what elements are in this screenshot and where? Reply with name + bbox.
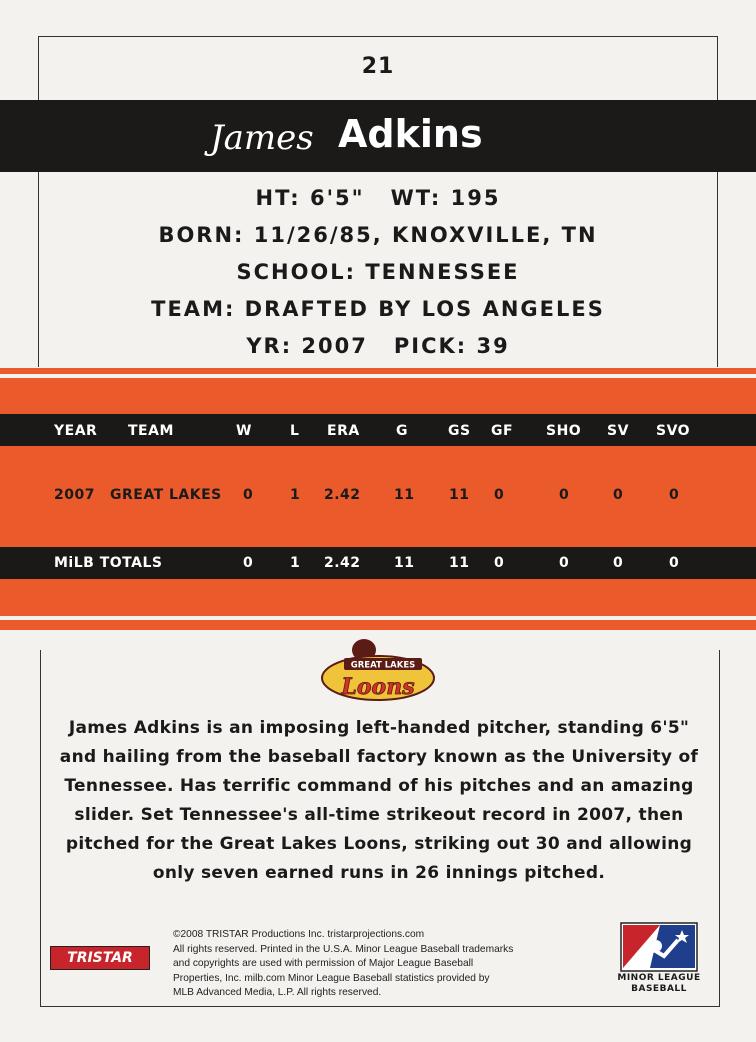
row-year: 2007 bbox=[54, 487, 95, 503]
row-l: 1 bbox=[290, 487, 301, 503]
copyright-line: Properties, Inc. milb.com Minor League Baseball statistics provided by bbox=[173, 972, 490, 984]
bio-team: TEAM: DRAFTED BY LOS ANGELES bbox=[151, 297, 605, 321]
bio-year: YR: 2007 bbox=[246, 334, 368, 358]
bio-weight: WT: 195 bbox=[390, 186, 501, 210]
player-first-name: James bbox=[210, 118, 314, 158]
player-last-name: Adkins bbox=[338, 112, 483, 156]
header-gs: GS bbox=[448, 423, 471, 439]
totals-gf: 0 bbox=[494, 555, 505, 571]
totals-w: 0 bbox=[243, 555, 254, 571]
logo-line2: Loons bbox=[341, 674, 415, 700]
row-gs: 11 bbox=[449, 487, 470, 503]
header-year: YEAR bbox=[54, 423, 98, 439]
stripe-bottom bbox=[0, 616, 756, 620]
header-sho: SHO bbox=[546, 423, 582, 439]
card-number: 21 bbox=[361, 54, 395, 79]
header-team: TEAM bbox=[128, 423, 174, 439]
tristar-logo bbox=[50, 946, 150, 970]
totals-sv: 0 bbox=[613, 555, 624, 571]
bio-pick: PICK: 39 bbox=[393, 334, 510, 358]
header-sv: SV bbox=[607, 423, 629, 439]
row-w: 0 bbox=[243, 487, 254, 503]
blurb-line: and hailing from the baseball factory known as the University of bbox=[59, 747, 699, 767]
player-blurb bbox=[55, 714, 703, 888]
copyright-line: All rights reserved. Printed in the U.S.A. Minor League Baseball trademarks bbox=[173, 943, 514, 955]
blurb-line: pitched for the Great Lakes Loons, striking out 30 and allowing bbox=[65, 834, 693, 854]
milb-text-line2: BASEBALL bbox=[631, 984, 687, 994]
header-l: L bbox=[290, 423, 300, 439]
row-sv: 0 bbox=[613, 487, 624, 503]
totals-gs: 11 bbox=[449, 555, 470, 571]
stripe-top bbox=[0, 374, 756, 378]
bio-height-weight bbox=[0, 186, 756, 210]
blurb-line: slider. Set Tennessee's all-time strikeout record in 2007, then bbox=[74, 805, 684, 825]
header-svo: SVO bbox=[656, 423, 691, 439]
totals-sho: 0 bbox=[559, 555, 570, 571]
blurb-line: Tennessee. Has terrific command of his pitches and an amazing bbox=[64, 776, 694, 796]
row-sho: 0 bbox=[559, 487, 570, 503]
row-g: 11 bbox=[394, 487, 415, 503]
copyright-line: and copyrights are used with permission of Major League Baseball bbox=[173, 958, 474, 969]
blurb-line: only seven earned runs in 26 innings pitched. bbox=[152, 863, 606, 883]
bio-height: HT: 6'5" bbox=[255, 186, 365, 210]
bio-school: SCHOOL: TENNESSEE bbox=[236, 260, 520, 284]
row-team: GREAT LAKES bbox=[110, 487, 222, 503]
blurb-line: James Adkins is an imposing left-handed pitcher, standing 6'5" bbox=[68, 718, 690, 738]
copyright-block bbox=[173, 928, 613, 1001]
row-era: 2.42 bbox=[324, 487, 361, 503]
copyright-line: MLB Advanced Media, L.P. All rights reserved. bbox=[173, 987, 382, 998]
milb-logo-icon bbox=[620, 922, 698, 972]
totals-label: MiLB TOTALS bbox=[54, 555, 163, 571]
milb-text-line1: MINOR LEAGUE bbox=[617, 973, 701, 983]
totals-g: 11 bbox=[394, 555, 415, 571]
logo-line1: GREAT LAKES bbox=[350, 660, 416, 671]
stats-header-row bbox=[0, 414, 756, 446]
totals-svo: 0 bbox=[669, 555, 680, 571]
bio-born: BORN: 11/26/85, KNOXVILLE, TN bbox=[158, 223, 598, 247]
row-gf: 0 bbox=[494, 487, 505, 503]
header-era: ERA bbox=[327, 423, 360, 439]
totals-l: 1 bbox=[290, 555, 301, 571]
header-w: W bbox=[236, 423, 252, 439]
copyright-line: ©2008 TRISTAR Productions Inc. tristarprojections.com bbox=[173, 929, 425, 940]
header-g: G bbox=[396, 423, 408, 439]
great-lakes-loons-logo bbox=[318, 634, 438, 706]
bio-year-pick bbox=[0, 334, 756, 358]
tristar-brand: TRISTAR bbox=[67, 950, 133, 966]
totals-era: 2.42 bbox=[324, 555, 361, 571]
header-gf: GF bbox=[491, 423, 514, 439]
row-svo: 0 bbox=[669, 487, 680, 503]
